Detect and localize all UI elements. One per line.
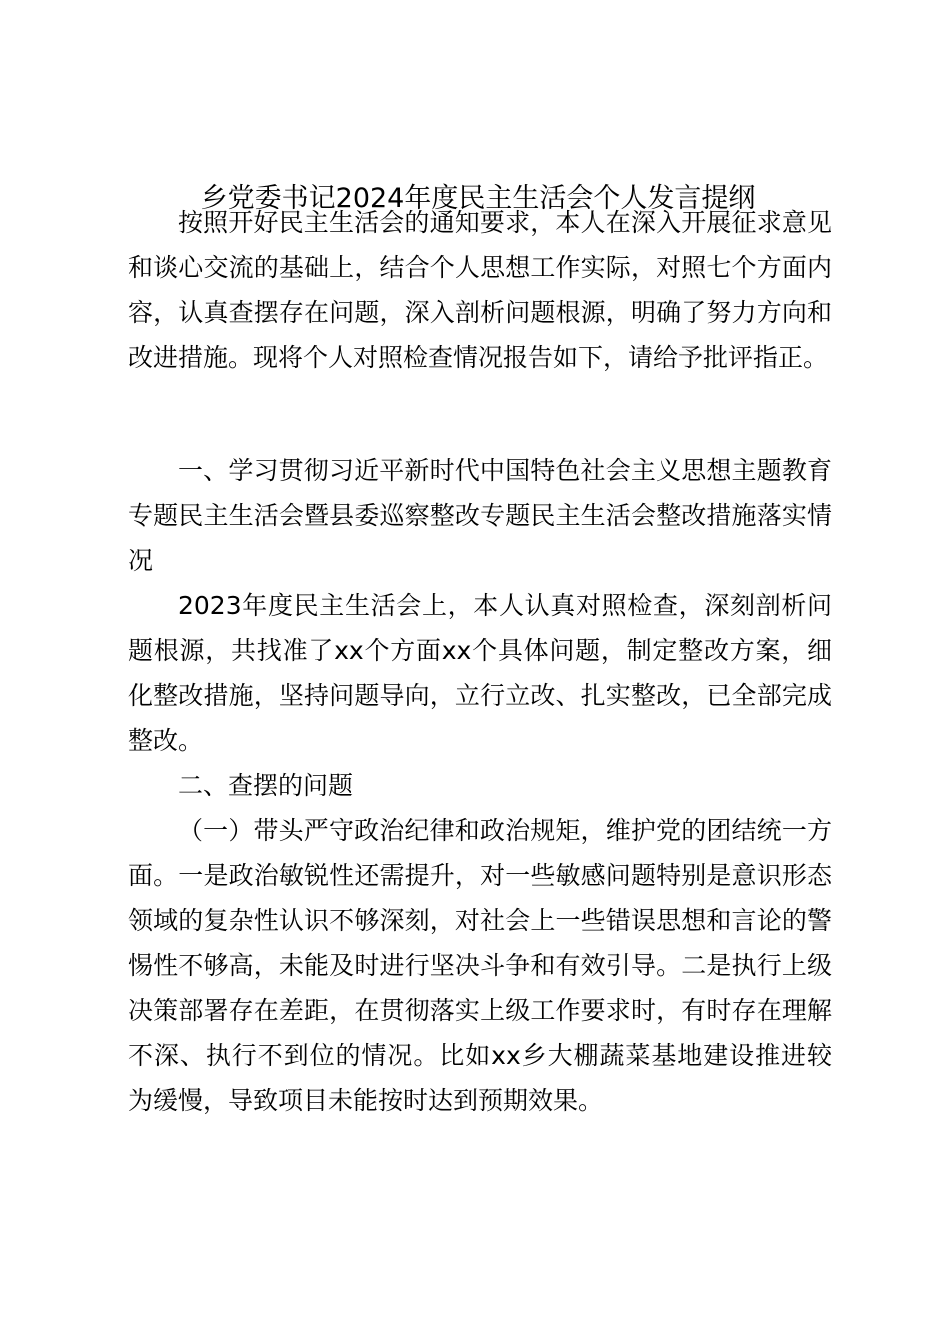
intro-paragraph: 按照开好民主生活会的通知要求，本人在深入开展征求意见和谈心交流的基础上，结合个人思想工作实际，对照七个方面内容，认真查摆存在问题，深入剖析问题根源，明确了努力方向和改进措施。现将个人对照检查情况报告如下，请给予批评指正。: [128, 208, 832, 372]
problem-item-1-paragraph: （一）带头严守政治纪律和政治规矩，维护党的团结统一方面。一是政治敏锐性还需提升，对一些敏感问题特别是意识形态领域的复杂性认识不够深刻，对社会上一些错误思想和言论的警惕性不够高，未能及时进行坚决斗争和有效引导。二是执行上级决策部署存在差距，在贯彻落实上级工作要求时，有时存在理解不深、执行不到位的情况。比如xx乡大棚蔬菜基地建设推进较为缓慢，导致项目未能按时达到预期效果。: [128, 816, 832, 1115]
section-heading-2: 二、查摆的问题: [178, 771, 354, 800]
document-title: 乡党委书记2024年度民主生活会个人发言提纲: [200, 183, 756, 214]
section-1-body-paragraph: 2023年度民主生活会上，本人认真对照检查，深刻剖析问题根源，共找准了xx个方面xx个具体问题，制定整改方案，细化整改措施，坚持问题导向，立行立改、扎实整改，已全部完成整改。: [128, 591, 832, 755]
section-heading-1: 一、学习贯彻习近平新时代中国特色社会主义思想主题教育专题民主生活会暨县委巡察整改专题民主生活会整改措施落实情况: [128, 456, 832, 575]
